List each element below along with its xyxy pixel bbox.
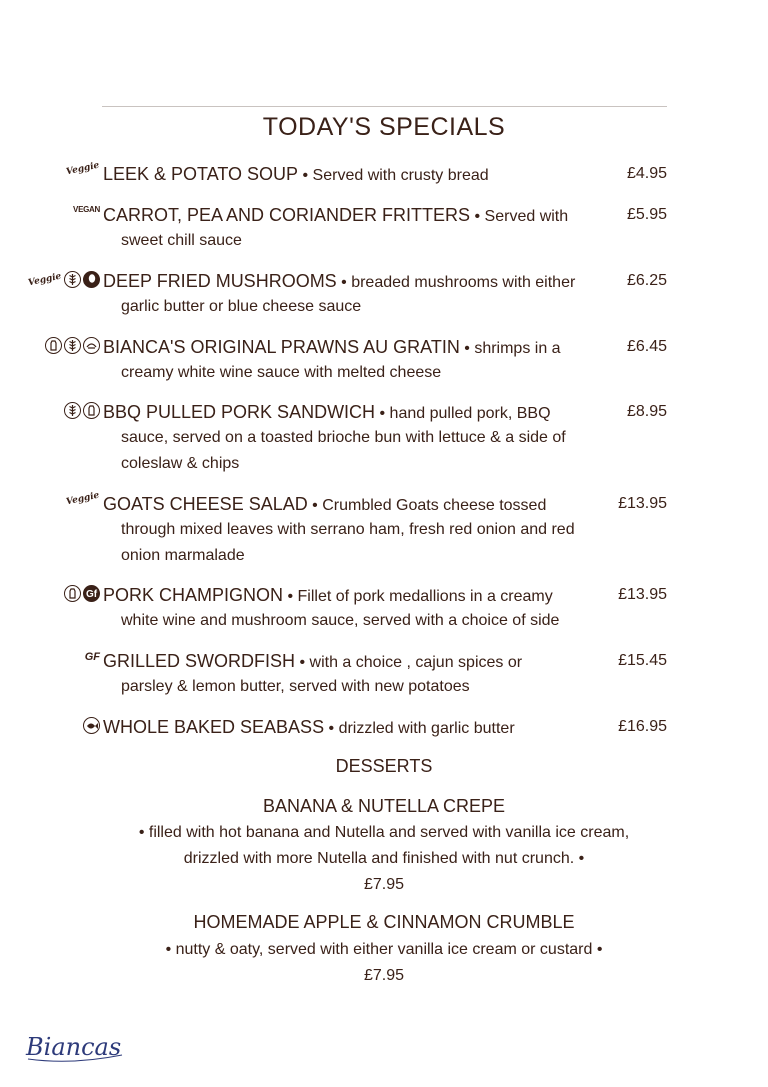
item-name: BBQ PULLED PORK SANDWICH	[103, 402, 376, 422]
gluten-icon	[64, 271, 81, 288]
item-description: • Crumbled Goats cheese tossed	[307, 497, 547, 514]
item-name: LEEK & POTATO SOUP	[103, 164, 299, 184]
top-divider	[102, 106, 667, 107]
item-name: WHOLE BAKED SEABASS	[103, 717, 325, 737]
item-description-cont: sauce, served on a toasted brioche bun with lettuce & a side of	[121, 429, 566, 446]
logo-text: Biancas	[26, 1033, 122, 1061]
page-title: TODAY'S SPECIALS	[262, 113, 506, 141]
dessert-description: • nutty & oaty, served with either vanilla ice cream or custard •	[165, 941, 603, 958]
dessert-name: HOMEMADE APPLE & CINNAMON CRUMBLE	[193, 912, 575, 932]
item-description: • breaded mushrooms with either	[336, 274, 576, 291]
item-name: GOATS CHEESE SALAD	[103, 494, 308, 514]
gluten-icon	[64, 402, 81, 419]
item-name: BIANCA'S ORIGINAL PRAWNS AU GRATIN	[103, 337, 460, 357]
egg-icon	[83, 271, 100, 288]
fish-icon	[83, 717, 100, 734]
dietary-icons	[65, 160, 101, 178]
biancas-logo	[22, 1025, 127, 1067]
item-description: • Served with	[470, 208, 569, 225]
item-description: • Served with crusty bread	[298, 167, 489, 184]
milk-icon	[45, 337, 62, 354]
dessert-price: £7.95	[363, 967, 405, 984]
dessert-name: BANANA & NUTELLA CREPE	[262, 796, 506, 816]
milk-icon	[64, 585, 81, 602]
crustacean-icon	[83, 337, 100, 354]
item-description: • with a choice , cajun spices or	[295, 654, 523, 671]
dietary-icons	[65, 490, 101, 508]
milk-icon	[83, 402, 100, 419]
item-description-cont: through mixed leaves with serrano ham, fresh red onion and red	[121, 521, 575, 538]
item-price: £5.95	[626, 206, 667, 223]
item-description-cont: garlic butter or blue cheese sauce	[121, 298, 362, 315]
veggie-icon: Veggie	[27, 271, 63, 288]
dietary-icons	[83, 717, 100, 734]
item-price: £6.45	[626, 338, 667, 355]
item-price: £4.95	[626, 165, 667, 182]
item-price: £6.25	[626, 272, 667, 289]
gf-icon: GF	[84, 651, 100, 663]
item-description: • shrimps in a	[459, 340, 561, 357]
gluten-icon	[64, 337, 81, 354]
veggie-icon: Veggie	[65, 160, 101, 178]
dessert-description: drizzled with more Nutella and finished with nut crunch. •	[183, 850, 585, 867]
dietary-icons	[73, 205, 100, 214]
item-description: • Fillet of pork medallions in a creamy	[283, 588, 553, 605]
item-description-cont: sweet chill sauce	[121, 232, 242, 249]
item-description: • hand pulled pork, BBQ	[375, 405, 551, 422]
item-description-cont: coleslaw & chips	[121, 455, 240, 472]
item-description-cont: creamy white wine sauce with melted cheese	[121, 364, 442, 381]
item-description-cont: white wine and mushroom sauce, served with a choice of side	[121, 612, 560, 629]
item-price: £13.95	[618, 586, 667, 603]
dietary-icons	[28, 271, 100, 288]
dietary-icons	[64, 402, 100, 419]
item-price: £8.95	[626, 403, 667, 420]
dessert-price: £7.95	[363, 876, 405, 893]
dessert-description: • filled with hot banana and Nutella and served with vanilla ice cream,	[138, 824, 630, 841]
veggie-icon: Veggie	[65, 490, 101, 508]
item-price: £15.45	[618, 652, 667, 669]
item-name: GRILLED SWORDFISH	[103, 651, 296, 671]
vegan-icon: VEGAN	[73, 205, 100, 214]
item-name: PORK CHAMPIGNON	[103, 585, 284, 605]
dietary-icons	[64, 585, 100, 602]
item-name: CARROT, PEA AND CORIANDER FRITTERS	[103, 205, 471, 225]
item-price: £16.95	[618, 718, 667, 735]
dietary-icons	[45, 337, 100, 354]
desserts-heading: DESSERTS	[335, 756, 433, 776]
item-description-cont: parsley & lemon butter, served with new potatoes	[121, 678, 470, 695]
item-description-cont: onion marmalade	[121, 547, 245, 564]
gluten-free-icon: Gf	[83, 585, 100, 602]
dietary-icons	[85, 651, 100, 663]
item-description: • drizzled with garlic butter	[324, 720, 515, 737]
item-price: £13.95	[618, 495, 667, 512]
item-name: DEEP FRIED MUSHROOMS	[103, 271, 337, 291]
